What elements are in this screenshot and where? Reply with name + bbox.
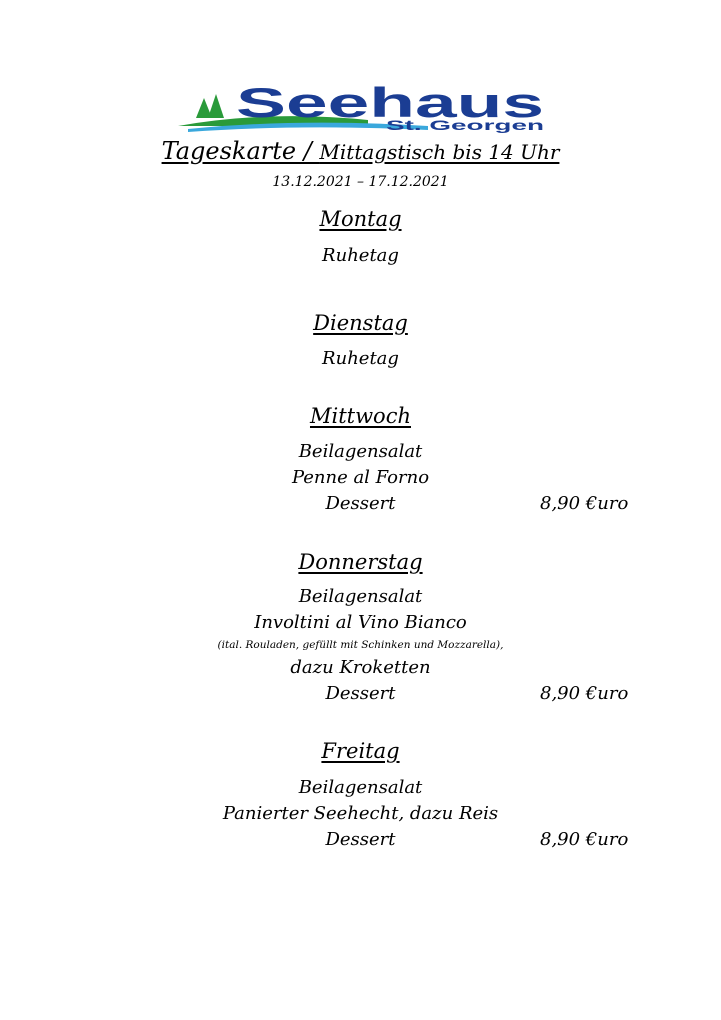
date-range: 13.12.2021 – 17.12.2021 (272, 174, 449, 190)
menu-item: Involtini al Vino Bianco (254, 612, 467, 633)
logo-subtitle: St. Georgen (386, 117, 544, 133)
day-heading-donnerstag: Donnerstag (298, 550, 423, 574)
menu-item: Beilagensalat (298, 441, 423, 462)
price-donnerstag: 8,90 €uro (540, 683, 629, 704)
price-freitag: 8,90 €uro (540, 829, 629, 850)
day-heading-montag: Montag (319, 207, 402, 231)
menu-item: dazu Kroketten (290, 657, 431, 678)
dienstag-text: Ruhetag (322, 348, 399, 369)
title-main: Tageskarte / (161, 137, 320, 165)
day-heading-dienstag: Dienstag (313, 311, 408, 335)
montag-text: Ruhetag (322, 245, 399, 266)
menu-item: Beilagensalat (298, 777, 423, 798)
seehaus-logo-graphic (178, 84, 550, 134)
menu-item: Penne al Forno (291, 467, 430, 488)
seehaus-logo (178, 84, 550, 134)
menu-item-note: (ital. Rouladen, gefüllt mit Schinken und Mozzarella), (217, 639, 504, 651)
menu-item: Dessert (325, 493, 396, 514)
menu-item: Dessert (325, 829, 396, 850)
menu-item: Panierter Seehecht, dazu Reis (222, 803, 499, 824)
price-mittwoch: 8,90 €uro (540, 493, 629, 514)
title-subtitle: Mittagstisch bis 14 Uhr (319, 140, 560, 164)
menu-item: Beilagensalat (298, 586, 423, 607)
logo-title: Seehaus (236, 84, 544, 126)
day-heading-mittwoch: Mittwoch (309, 404, 411, 428)
tree-shape (208, 94, 224, 118)
page-title (0, 137, 721, 165)
day-heading-freitag: Freitag (321, 739, 400, 763)
menu-item: Dessert (325, 683, 396, 704)
